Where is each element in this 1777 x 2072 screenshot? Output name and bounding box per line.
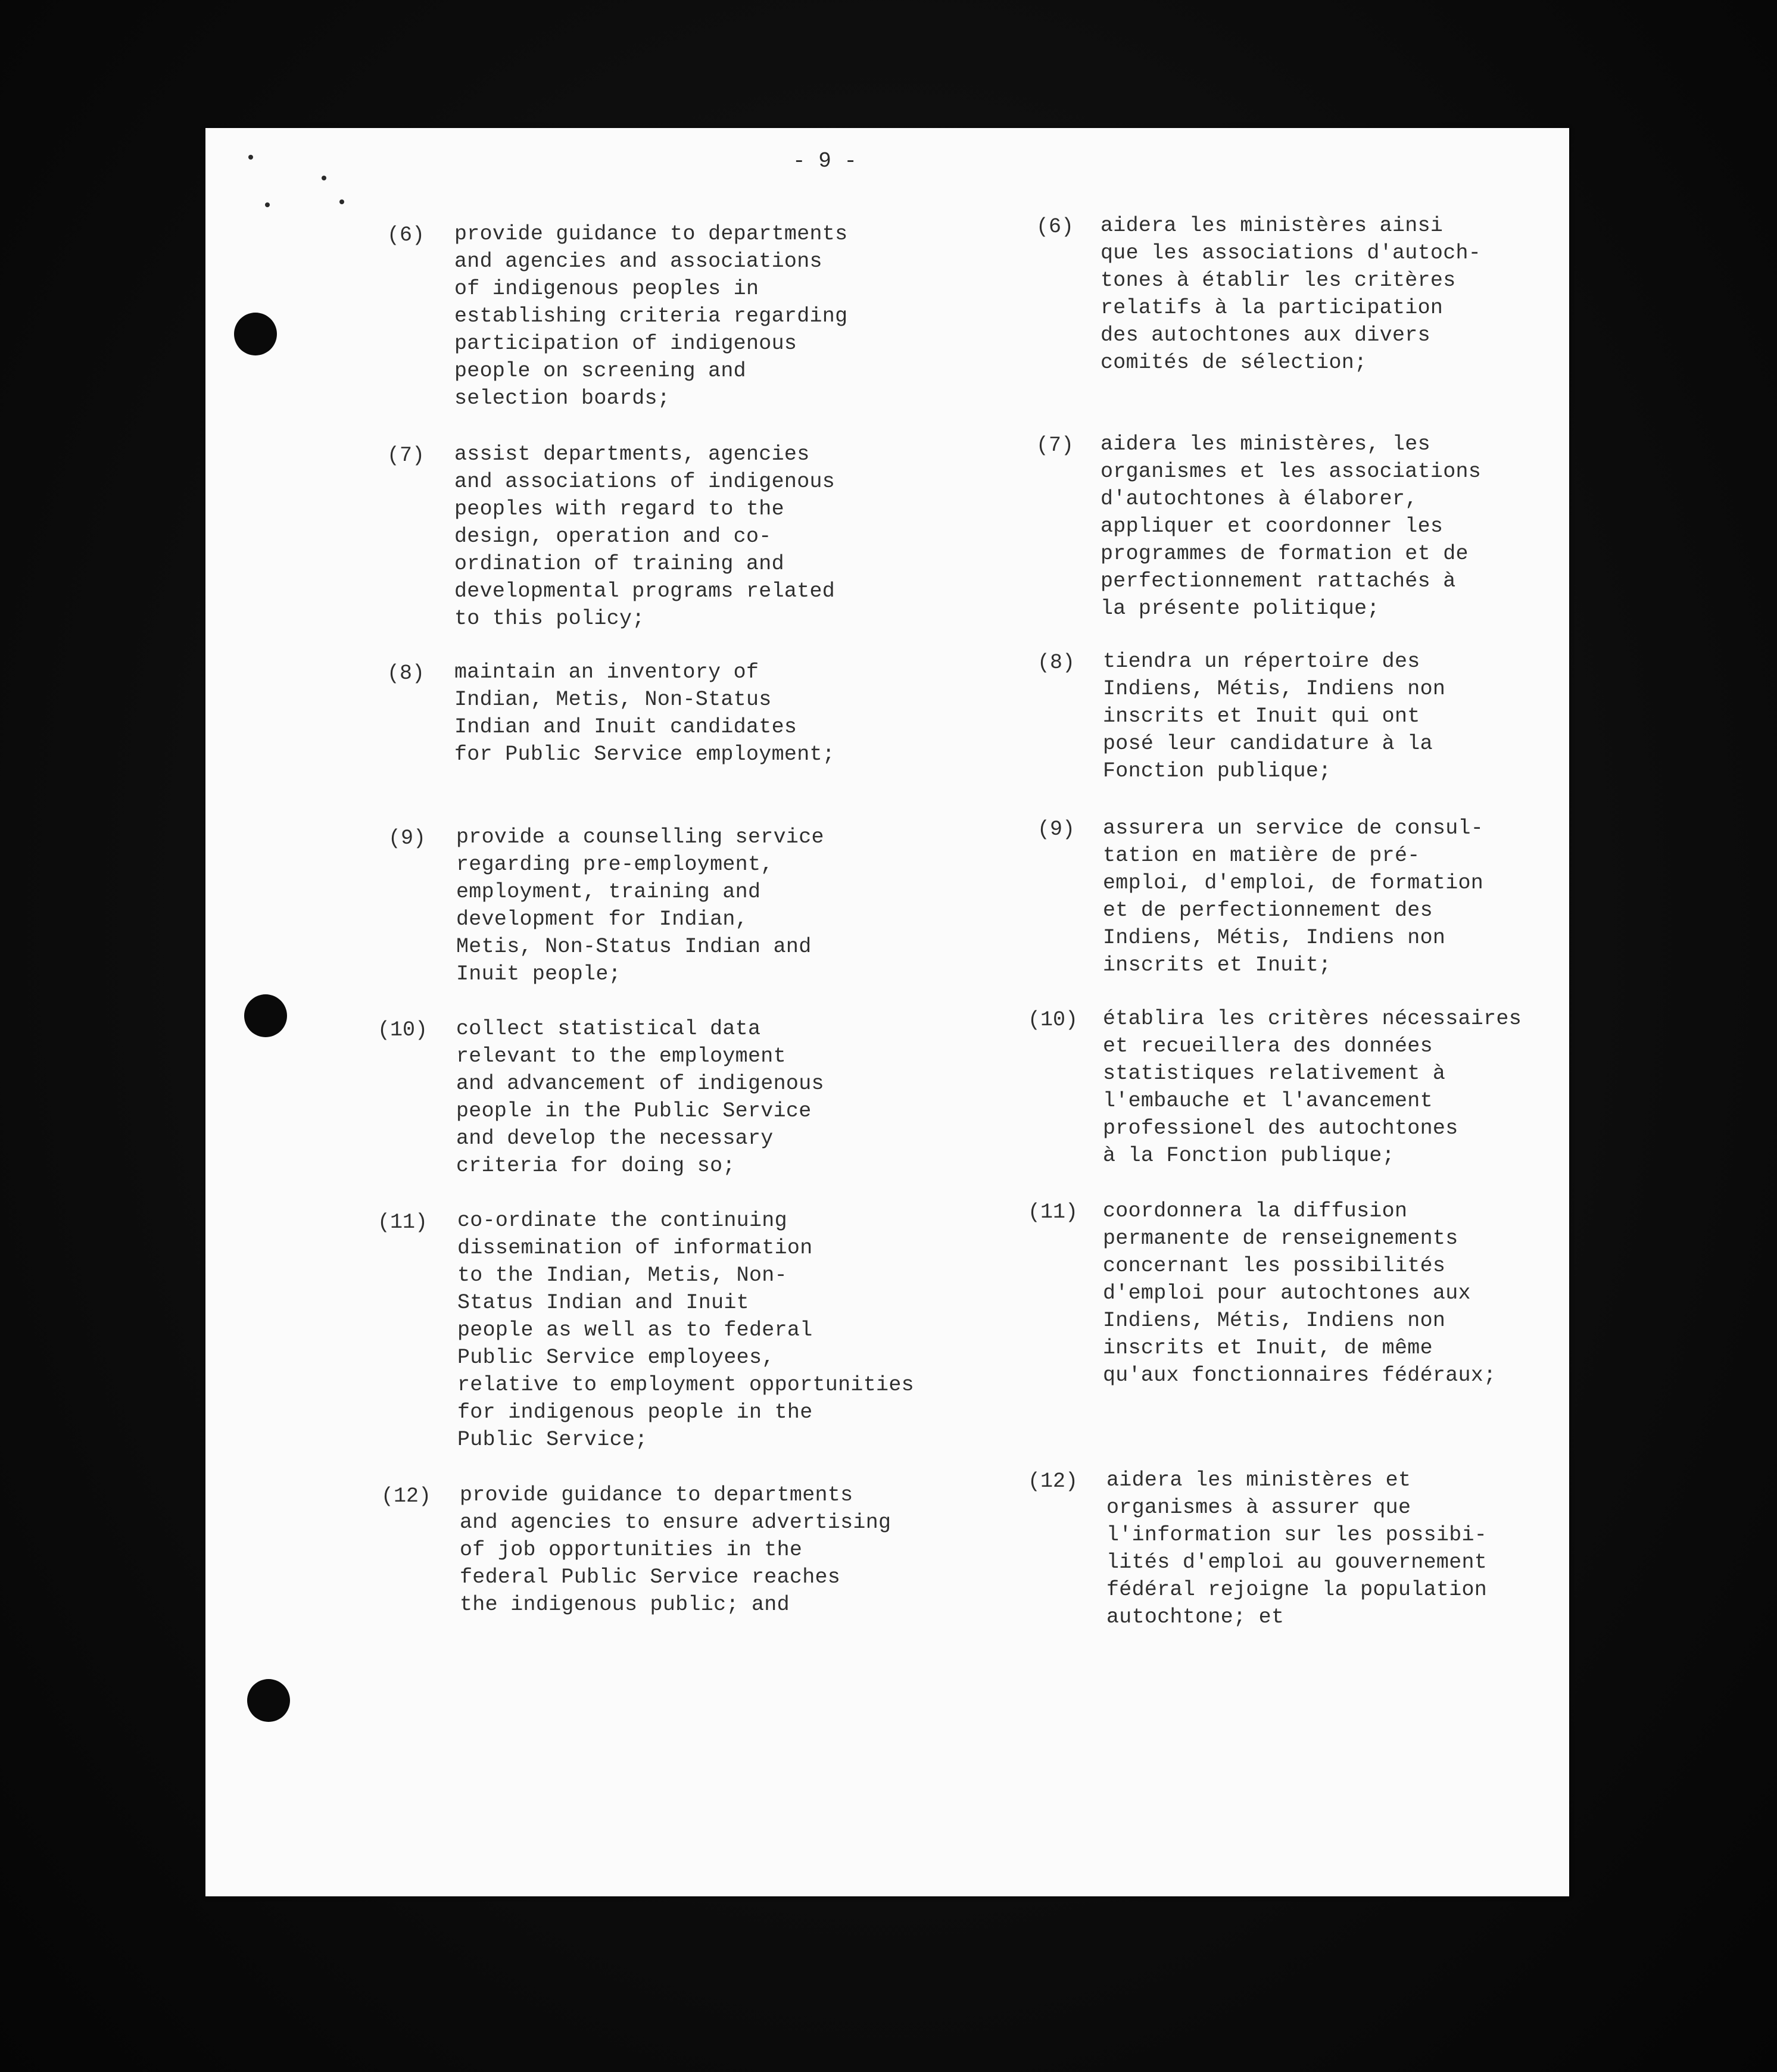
fr-item-text: aidera les ministères et organismes à assurer que l'information sur les possibi- lités d'emploi au gouvernement fédéral rejoigne la population autochtone; et <box>1106 1468 1488 1629</box>
scan-speck <box>265 202 270 207</box>
fr-item-number: (9) <box>1037 817 1075 841</box>
en-item-text: collect statistical data relevant to the employment and advancement of indigenous people in the Public Service and develop the necessary criteria for doing so; <box>456 1017 824 1178</box>
fr-item-number: (12) <box>1028 1469 1078 1493</box>
en-item-text: assist departments, agencies and associations of indigenous peoples with regard to the design, operation and co- ordination of training and developmental programs related to this policy; <box>454 442 835 631</box>
en-item-number: (6) <box>387 223 425 247</box>
punch-hole-middle <box>244 994 287 1037</box>
en-item-number: (8) <box>387 661 425 685</box>
fr-item-number: (6) <box>1036 215 1074 239</box>
en-item-number: (9) <box>388 826 426 850</box>
fr-item-text: aidera les ministères ainsi que les associations d'autoch- tones à établir les critères relatifs à la participation des autochtones aux divers comités de sélection; <box>1101 214 1482 375</box>
punch-hole-top <box>234 313 277 355</box>
en-item-text: provide a counselling service regarding pre-employment, employment, training and development for Indian, Metis, Non-Status Indian and Inuit people; <box>456 825 824 986</box>
en-item-number: (12) <box>381 1484 432 1508</box>
scan-speck <box>248 155 253 160</box>
en-item-text: maintain an inventory of Indian, Metis, Non-Status Indian and Inuit candidates for Public Service employment; <box>454 660 835 766</box>
en-item-number: (11) <box>378 1210 428 1234</box>
fr-item-text: aidera les ministères, les organismes et les associations d'autochtones à élaborer, appliquer et coordonner les programmes de formation et de perfectionnement rattachés à la présente politique; <box>1101 432 1482 620</box>
en-item-text: provide guidance to departments and agencies and associations of indigenous peoples in establishing criteria regarding participation of indigenous people on screening and selection boards; <box>454 222 848 410</box>
punch-hole-bottom <box>247 1679 290 1722</box>
fr-item-number: (10) <box>1028 1008 1078 1032</box>
page-number: - 9 - <box>792 149 858 173</box>
fr-item-text: coordonnera la diffusion permanente de renseignements concernant les possibilités d'emploi pour autochtones aux Indiens, Métis, Indiens non inscrits et Inuit, de même qu'aux fonctionnaires fédéraux; <box>1103 1199 1497 1387</box>
scan-speck <box>339 199 344 204</box>
en-item-number: (10) <box>378 1018 428 1042</box>
fr-item-number: (7) <box>1036 433 1074 457</box>
en-item-text: co-ordinate the continuing dissemination of information to the Indian, Metis, Non- Status Indian and Inuit people as well as to federal Public Service employees, relative to employment opportunities for indigenous people in the Public Service; <box>457 1209 914 1452</box>
fr-item-text: assurera un service de consul- tation en matière de pré- emploi, d'emploi, de formation et de perfectionnement des Indiens, Métis, Indiens non inscrits et Inuit; <box>1103 816 1484 977</box>
fr-item-text: établira les critères nécessaires et recueillera des données statistiques relativement à l'embauche et l'avancement professionel des autochtones à la Fonction publique; <box>1103 1007 1522 1168</box>
fr-item-text: tiendra un répertoire des Indiens, Métis, Indiens non inscrits et Inuit qui ont posé leur candidature à la Fonction publique; <box>1103 650 1446 783</box>
fr-item-number: (8) <box>1037 651 1075 675</box>
scan-speck <box>322 176 326 180</box>
en-item-text: provide guidance to departments and agencies to ensure advertising of job opportunities in the federal Public Service reaches the indigenous public; and <box>460 1483 891 1617</box>
fr-item-number: (11) <box>1028 1200 1078 1224</box>
en-item-number: (7) <box>387 444 425 467</box>
